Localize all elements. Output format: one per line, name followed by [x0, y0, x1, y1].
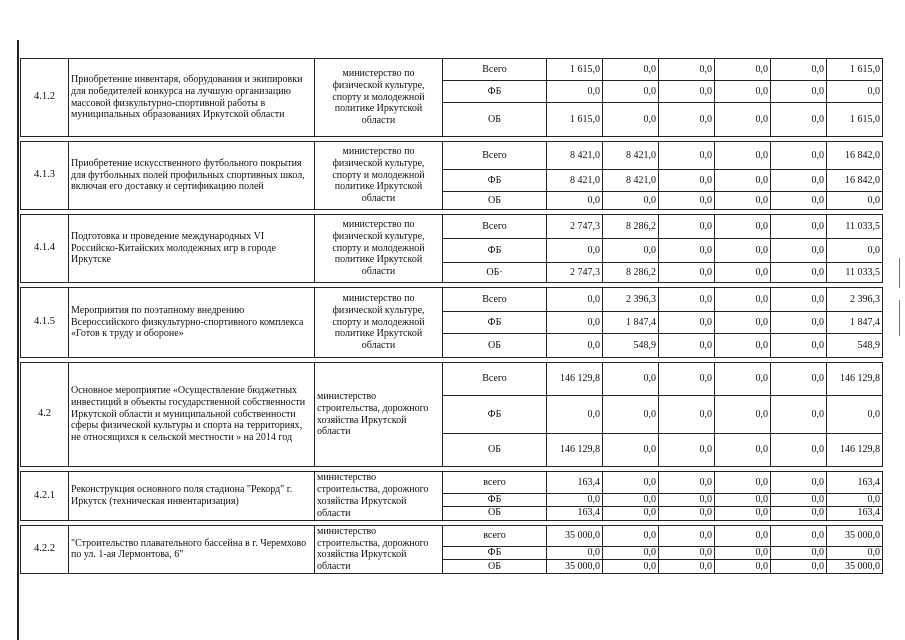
- amount-cell: 0,0: [771, 494, 827, 507]
- amount-cell: 0,0: [603, 239, 659, 263]
- amount-cell: 0,0: [715, 334, 771, 358]
- amount-cell: 1 615,0: [547, 59, 603, 81]
- funding-source: Всего: [443, 363, 547, 396]
- amount-cell: 16 842,0: [827, 142, 883, 170]
- amount-cell: 0,0: [715, 263, 771, 283]
- amount-cell: 163,4: [547, 506, 603, 520]
- executor: министерство по физической культуре, спорту и молодежной политике Иркутской области: [315, 142, 443, 210]
- amount-cell: 0,0: [547, 81, 603, 103]
- amount-cell: 0,0: [771, 215, 827, 239]
- amount-cell: 0,0: [827, 396, 883, 434]
- activity-name: "Строительство плавательного бассейна в г. Черемхово по ул. 1-ая Лермонтова, 6": [69, 525, 315, 573]
- amount-cell: 0,0: [715, 434, 771, 467]
- activity-name: Приобретение инвентаря, оборудования и экипировки для победителей конкурса на лучшую организацию массовой физкультурно-спортивной работы в муниципальных образованиях Иркутской области: [69, 59, 315, 137]
- funding-source: ОБ: [443, 434, 547, 467]
- activity-name: Мероприятия по поэтапному внедрению Всероссийского физкультурно-спортивного комплекса «Готов к труду и обороне»: [69, 288, 315, 358]
- funding-source: всего: [443, 525, 547, 546]
- funding-source: ФБ: [443, 396, 547, 434]
- amount-cell: 0,0: [659, 215, 715, 239]
- activity-name: Реконструкция основного поля стадиона "Рекорд" г. Иркутск (техническая инвентаризация): [69, 472, 315, 521]
- funding-source: ОБ: [443, 334, 547, 358]
- amount-cell: 0,0: [715, 396, 771, 434]
- amount-cell: 0,0: [715, 170, 771, 192]
- amount-cell: 2 396,3: [827, 288, 883, 312]
- amount-cell: 0,0: [771, 263, 827, 283]
- amount-cell: 0,0: [547, 396, 603, 434]
- amount-cell: 0,0: [603, 506, 659, 520]
- amount-cell: 0,0: [715, 525, 771, 546]
- amount-cell: 0,0: [827, 546, 883, 560]
- amount-cell: 0,0: [659, 434, 715, 467]
- amount-cell: 0,0: [771, 546, 827, 560]
- amount-cell: 2 396,3: [603, 288, 659, 312]
- amount-cell: 146 129,8: [547, 363, 603, 396]
- amount-cell: 146 129,8: [827, 434, 883, 467]
- amount-cell: 0,0: [547, 334, 603, 358]
- activity-name: Основное мероприятие «Осуществление бюджетных инвестиций в объекты государственной собственности Иркутской области и муниципальной собственности сферы физической культуры и спорта на территориях, не относящихся к сельской местности » на 2014 год: [69, 363, 315, 467]
- funding-source: ФБ: [443, 546, 547, 560]
- amount-cell: 0,0: [547, 192, 603, 210]
- amount-cell: 1 615,0: [827, 103, 883, 137]
- funding-source: Всего: [443, 59, 547, 81]
- amount-cell: 0,0: [603, 494, 659, 507]
- funding-source: ОБ: [443, 103, 547, 137]
- amount-cell: 0,0: [771, 170, 827, 192]
- executor: министерство строительства, дорожного хозяйства Иркутской области: [315, 525, 443, 573]
- amount-cell: 35 000,0: [827, 560, 883, 574]
- amount-cell: 0,0: [603, 396, 659, 434]
- activity-name: Приобретение искусственного футбольного покрытия для футбольных полей профильных спортивных школ, включая его доставку и сертификацию полей: [69, 142, 315, 210]
- amount-cell: 0,0: [715, 546, 771, 560]
- amount-cell: 146 129,8: [827, 363, 883, 396]
- amount-cell: 0,0: [659, 472, 715, 494]
- amount-cell: 0,0: [827, 81, 883, 103]
- amount-cell: 0,0: [547, 288, 603, 312]
- funding-source: ФБ: [443, 239, 547, 263]
- amount-cell: 0,0: [547, 239, 603, 263]
- amount-cell: 0,0: [771, 192, 827, 210]
- amount-cell: 35 000,0: [827, 525, 883, 546]
- amount-cell: 0,0: [659, 288, 715, 312]
- amount-cell: 2 747,3: [547, 215, 603, 239]
- amount-cell: 8 421,0: [547, 170, 603, 192]
- funding-source: ОБ·: [443, 263, 547, 283]
- activity-name: Подготовка и проведение международных VI Российско-Китайских молодежных игр в городе Иркутске: [69, 215, 315, 283]
- amount-cell: 0,0: [659, 192, 715, 210]
- amount-cell: 548,9: [827, 334, 883, 358]
- amount-cell: 0,0: [603, 525, 659, 546]
- table-row: [21, 525, 883, 546]
- funding-source: ФБ: [443, 494, 547, 507]
- executor: министерство по физической культуре, спорту и молодежной политике Иркутской области: [315, 215, 443, 283]
- amount-cell: 0,0: [603, 103, 659, 137]
- amount-cell: 0,0: [659, 396, 715, 434]
- amount-cell: 0,0: [659, 312, 715, 334]
- amount-cell: 0,0: [603, 363, 659, 396]
- row-code: 4.1.2: [21, 59, 69, 137]
- amount-cell: 0,0: [715, 103, 771, 137]
- amount-cell: 0,0: [659, 334, 715, 358]
- amount-cell: 0,0: [827, 494, 883, 507]
- row-code: 4.2.1: [21, 472, 69, 521]
- amount-cell: 0,0: [659, 525, 715, 546]
- table-row: [21, 142, 883, 170]
- amount-cell: 0,0: [771, 59, 827, 81]
- amount-cell: 1 847,4: [603, 312, 659, 334]
- amount-cell: 2 747,3: [547, 263, 603, 283]
- amount-cell: 0,0: [771, 288, 827, 312]
- amount-cell: 35 000,0: [547, 560, 603, 574]
- amount-cell: 0,0: [547, 546, 603, 560]
- amount-cell: 0,0: [771, 363, 827, 396]
- amount-cell: 0,0: [715, 192, 771, 210]
- amount-cell: 0,0: [771, 142, 827, 170]
- amount-cell: 0,0: [659, 170, 715, 192]
- amount-cell: 1 847,4: [827, 312, 883, 334]
- amount-cell: 163,4: [827, 472, 883, 494]
- amount-cell: 0,0: [659, 546, 715, 560]
- amount-cell: 146 129,8: [547, 434, 603, 467]
- funding-source: Всего: [443, 288, 547, 312]
- amount-cell: 0,0: [603, 546, 659, 560]
- amount-cell: 0,0: [715, 239, 771, 263]
- amount-cell: 0,0: [659, 494, 715, 507]
- amount-cell: 0,0: [659, 142, 715, 170]
- amount-cell: 0,0: [715, 560, 771, 574]
- amount-cell: 0,0: [659, 239, 715, 263]
- amount-cell: 0,0: [659, 506, 715, 520]
- amount-cell: 0,0: [715, 472, 771, 494]
- funding-source: Всего: [443, 142, 547, 170]
- executor: министерство строительства, дорожного хозяйства Иркутской области: [315, 472, 443, 521]
- table-row: [21, 215, 883, 239]
- amount-cell: 0,0: [771, 239, 827, 263]
- row-code: 4.2: [21, 363, 69, 467]
- funding-source: всего: [443, 472, 547, 494]
- amount-cell: 35 000,0: [547, 525, 603, 546]
- amount-cell: 11 033,5: [827, 215, 883, 239]
- amount-cell: 0,0: [771, 472, 827, 494]
- scan-edge-mark: [899, 300, 900, 336]
- executor: министерство строительства, дорожного хозяйства Иркутской области: [315, 363, 443, 467]
- amount-cell: 0,0: [715, 312, 771, 334]
- amount-cell: 0,0: [771, 81, 827, 103]
- amount-cell: 0,0: [659, 81, 715, 103]
- amount-cell: 0,0: [715, 142, 771, 170]
- table-row: [21, 363, 883, 396]
- amount-cell: 0,0: [715, 288, 771, 312]
- amount-cell: 0,0: [715, 59, 771, 81]
- funding-source: ОБ: [443, 192, 547, 210]
- row-code: 4.2.2: [21, 525, 69, 573]
- amount-cell: 0,0: [715, 363, 771, 396]
- amount-cell: 0,0: [603, 434, 659, 467]
- amount-cell: 0,0: [771, 560, 827, 574]
- amount-cell: 0,0: [659, 103, 715, 137]
- amount-cell: 0,0: [715, 215, 771, 239]
- table-row: [21, 59, 883, 81]
- amount-cell: 0,0: [659, 59, 715, 81]
- amount-cell: 0,0: [771, 312, 827, 334]
- funding-source: ФБ: [443, 81, 547, 103]
- executor: министерство по физической культуре, спорту и молодежной политике Иркутской области: [315, 288, 443, 358]
- amount-cell: 0,0: [715, 494, 771, 507]
- page-left-border-line: [17, 40, 19, 640]
- amount-cell: 0,0: [603, 59, 659, 81]
- amount-cell: 0,0: [827, 192, 883, 210]
- amount-cell: 0,0: [547, 312, 603, 334]
- amount-cell: 0,0: [603, 560, 659, 574]
- amount-cell: 8 421,0: [547, 142, 603, 170]
- amount-cell: 0,0: [715, 81, 771, 103]
- amount-cell: 0,0: [659, 263, 715, 283]
- amount-cell: 0,0: [603, 192, 659, 210]
- amount-cell: 8 421,0: [603, 170, 659, 192]
- amount-cell: 8 421,0: [603, 142, 659, 170]
- amount-cell: 0,0: [659, 363, 715, 396]
- row-code: 4.1.5: [21, 288, 69, 358]
- amount-cell: 0,0: [771, 396, 827, 434]
- scan-edge-mark: [899, 258, 900, 288]
- amount-cell: 0,0: [771, 506, 827, 520]
- amount-cell: 0,0: [715, 506, 771, 520]
- amount-cell: 11 033,5: [827, 263, 883, 283]
- amount-cell: 0,0: [547, 494, 603, 507]
- table-row: [21, 472, 883, 494]
- amount-cell: 8 286,2: [603, 215, 659, 239]
- budget-table-body: [21, 59, 883, 574]
- budget-table: [20, 58, 883, 574]
- funding-source: ФБ: [443, 170, 547, 192]
- amount-cell: 8 286,2: [603, 263, 659, 283]
- row-code: 4.1.3: [21, 142, 69, 210]
- amount-cell: 0,0: [771, 334, 827, 358]
- amount-cell: 16 842,0: [827, 170, 883, 192]
- amount-cell: 163,4: [827, 506, 883, 520]
- funding-source: ОБ: [443, 560, 547, 574]
- amount-cell: 0,0: [771, 525, 827, 546]
- row-code: 4.1.4: [21, 215, 69, 283]
- amount-cell: 0,0: [603, 472, 659, 494]
- amount-cell: 0,0: [603, 81, 659, 103]
- amount-cell: 1 615,0: [827, 59, 883, 81]
- executor: министерство по физической культуре, спорту и молодежной политике Иркутской области: [315, 59, 443, 137]
- amount-cell: 0,0: [827, 239, 883, 263]
- table-row: [21, 288, 883, 312]
- amount-cell: 0,0: [771, 434, 827, 467]
- funding-source: ОБ: [443, 506, 547, 520]
- amount-cell: 0,0: [771, 103, 827, 137]
- funding-source: ФБ: [443, 312, 547, 334]
- amount-cell: 0,0: [659, 560, 715, 574]
- amount-cell: 163,4: [547, 472, 603, 494]
- amount-cell: 1 615,0: [547, 103, 603, 137]
- amount-cell: 548,9: [603, 334, 659, 358]
- funding-source: Всего: [443, 215, 547, 239]
